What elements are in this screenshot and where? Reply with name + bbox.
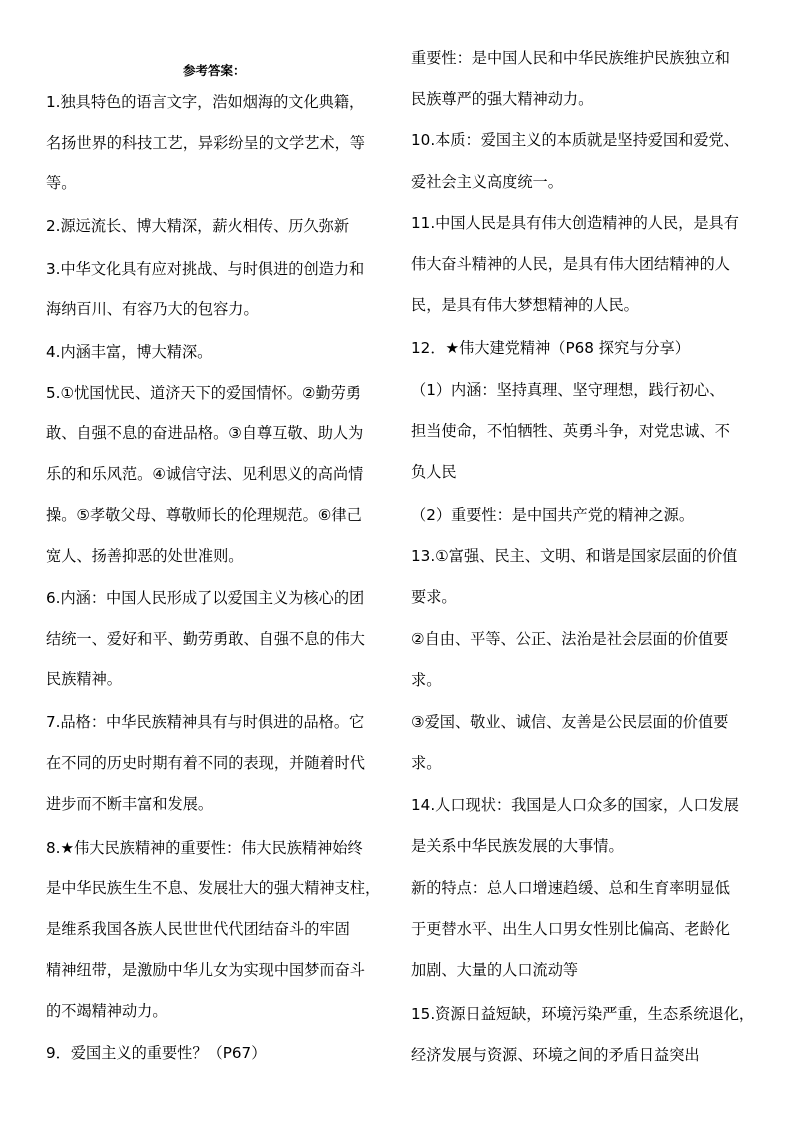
right-column-text-line: 民族尊严的强大精神动力。	[411, 90, 594, 108]
answer-heading: 参考答案：	[183, 63, 246, 78]
right-column-text-line: 14.人口现状：我国是人口众多的国家，人口发展	[411, 796, 739, 814]
left-column-text-line: 3.中华文化具有应对挑战、与时俱进的创造力和	[46, 260, 365, 278]
right-column-text-line: 新的特点：总人口增速趋缓、总和生育率明显低	[411, 879, 730, 897]
right-column-text-line: 加剧、大量的人口流动等	[411, 961, 579, 979]
left-column-text-line: 进步而不断丰富和发展。	[46, 795, 214, 813]
right-column-text-line: （2）重要性：是中国共产党的精神之源。	[411, 506, 695, 524]
right-column-text-line: 求。	[411, 671, 442, 689]
left-column-text-line: 操。⑤孝敬父母、尊敬师长的伦理规范。⑥律己	[46, 506, 362, 524]
left-column-text-line: 6.内涵：中国人民形成了以爱国主义为核心的团	[46, 589, 365, 607]
right-column-text-line: 于更替水平、出生人口男女性别比偏高、老龄化	[411, 920, 730, 938]
right-column-text-line: 担当使命，不怕牺牲、英勇斗争，对党忠诚、不	[411, 422, 730, 440]
left-column-text-line: 等。	[46, 174, 77, 192]
left-column-text-line: 5.①忧国忧民、道济天下的爱国情怀。②勤劳勇	[46, 384, 362, 402]
right-column-text-line: 要求。	[411, 588, 457, 606]
right-column-text-line: 民，是具有伟大梦想精神的人民。	[411, 296, 639, 314]
left-column-text-line: 9．爱国主义的重要性？（P67）	[46, 1044, 267, 1062]
left-column-text-line: 是中华民族生生不息、发展壮大的强大精神支柱，	[46, 879, 381, 897]
right-column-text-line: 伟大奋斗精神的人民，是具有伟大团结精神的人	[411, 255, 730, 273]
left-column-text-line: 精神纽带，是激励中华儿女为实现中国梦而奋斗	[46, 961, 365, 979]
left-column-text-line: 名扬世界的科技工艺，异彩纷呈的文学艺术，等	[46, 134, 365, 152]
left-column-text-line: 8.★伟大民族精神的重要性：伟大民族精神始终	[46, 839, 363, 857]
right-column-text-line: （1）内涵：坚持真理、坚守理想，践行初心、	[411, 381, 725, 399]
right-column-text-line: 是关系中华民族发展的大事情。	[411, 837, 624, 855]
left-column-text-line: 4.内涵丰富，博大精深。	[46, 343, 213, 361]
right-column-text-line: 11.中国人民是具有伟大创造精神的人民，是具有	[411, 214, 739, 232]
left-column-text-line: 乐的和乐风范。④诚信守法、见利思义的高尚情	[46, 465, 364, 483]
right-column-text-line: 求。	[411, 754, 442, 772]
right-column-text-line: ②自由、平等、公正、法治是社会层面的价值要	[411, 630, 729, 648]
left-column-text-line: 宽人、扬善抑恶的处世准则。	[46, 547, 244, 565]
left-column-text-line: 的不竭精神动力。	[46, 1002, 168, 1020]
left-column-text-line: 在不同的历史时期有着不同的表现，并随着时代	[46, 754, 365, 772]
right-column-text-line: 15.资源日益短缺，环境污染严重，生态系统退化，	[411, 1005, 755, 1023]
left-column-text-line: 民族精神。	[46, 670, 122, 688]
right-column-text-line: 重要性：是中国人民和中华民族维护民族独立和	[411, 49, 730, 67]
right-column-text-line: 爱社会主义高度统一。	[411, 173, 563, 191]
right-column-text-line: 12．★伟大建党精神（P68 探究与分享）	[411, 339, 690, 357]
left-column-text-line: 敢、自强不息的奋进品格。③自尊互敬、助人为	[46, 424, 364, 442]
left-column-text-line: 是维系我国各族人民世世代代团结奋斗的牢固	[46, 920, 350, 938]
right-column-text-line: 经济发展与资源、环境之间的矛盾日益突出	[411, 1046, 700, 1064]
left-column-text-line: 结统一、爱好和平、勤劳勇敢、自强不息的伟大	[46, 630, 365, 648]
right-column-text-line: 13.①富强、民主、文明、和谐是国家层面的价值	[411, 547, 738, 565]
left-column-text-line: 1.独具特色的语言文字，浩如烟海的文化典籍，	[46, 93, 365, 111]
right-column-text-line: ③爱国、敬业、诚信、友善是公民层面的价值要	[411, 713, 729, 731]
left-column-text-line: 7.品格：中华民族精神具有与时俱进的品格。它	[46, 713, 365, 731]
right-column-text-line: 负人民	[411, 463, 457, 481]
left-column-text-line: 海纳百川、有容乃大的包容力。	[46, 300, 259, 318]
left-column-text-line: 2.源远流长、博大精深，薪火相传、历久弥新	[46, 217, 350, 235]
right-column-text-line: 10.本质：爱国主义的本质就是坚持爱国和爱党、	[411, 131, 739, 149]
